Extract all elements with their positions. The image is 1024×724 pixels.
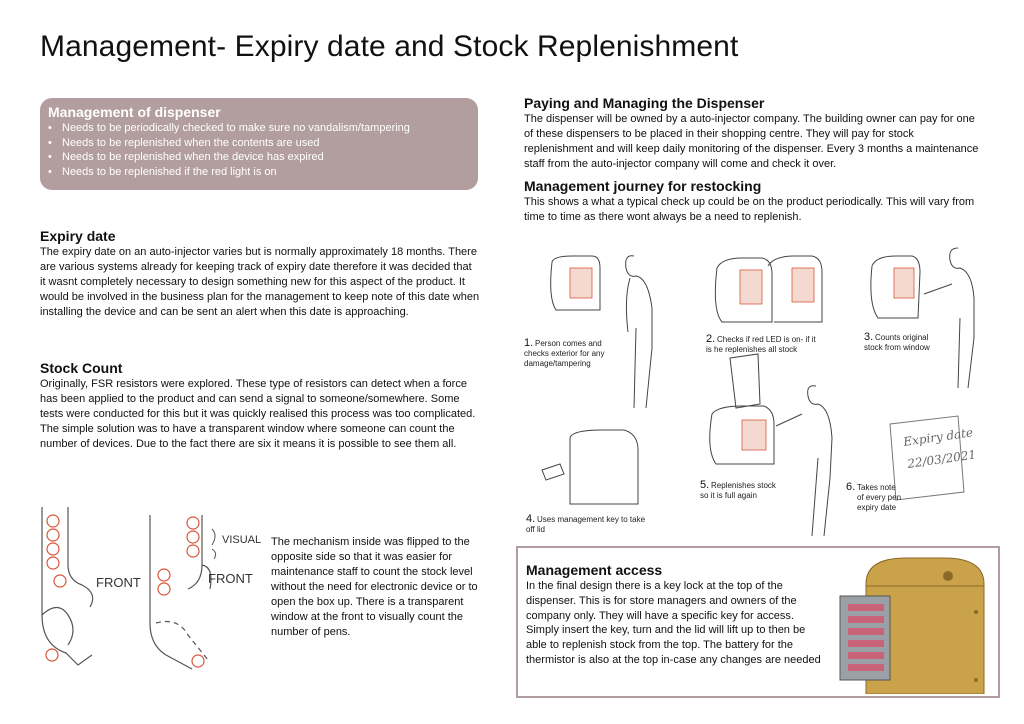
management-panel xyxy=(40,98,478,190)
step-label: is he replenishes all stock xyxy=(706,345,798,354)
paying-section xyxy=(524,95,986,172)
stock-section xyxy=(40,360,480,452)
person-sketch xyxy=(776,386,832,536)
dispenser-sketch xyxy=(570,430,638,504)
stock-body-2: The simple solution was to have a transparent window where someone can count the number of devices. Due to the fact there are six it means it is possible to see them all. xyxy=(40,423,457,450)
journey-heading: Management journey for restocking xyxy=(524,178,762,194)
step-label: checks exterior for any xyxy=(524,349,605,358)
access-heading: Management access xyxy=(526,562,663,578)
step-label: stock from window xyxy=(864,343,930,352)
step-label: Checks if red LED is on- if it xyxy=(717,335,816,344)
dispenser-sketch xyxy=(730,354,760,408)
front-label-left: FRONT xyxy=(96,575,141,590)
access-body: In the final design there is a key lock at the top of the dispenser. This is for store managers and owners of the company only. They will have a specific key for access. Simply insert the key, turn and the lid will lift up to then be able to replenish stock from the top. The battery for the thermistor is also at the top in-case any changes are needed xyxy=(526,580,821,666)
management-list xyxy=(48,121,470,179)
step-label: Replenishes stock xyxy=(711,481,776,490)
list-item: • Needs to be replenished when the contents are used xyxy=(48,136,470,151)
step-number: 2. xyxy=(706,333,716,345)
step-label: of every pen xyxy=(857,493,902,502)
step-label: expiry date xyxy=(857,503,897,512)
step-number: 4. xyxy=(526,513,536,525)
mechanism-sketch xyxy=(38,505,268,670)
step-label: Counts original xyxy=(875,333,929,342)
step-number: 6. xyxy=(846,481,856,493)
dispenser-render xyxy=(836,554,996,694)
step-label: off lid xyxy=(526,525,545,534)
expiry-section xyxy=(40,228,480,320)
expiry-body: The expiry date on an auto-injector varies but is normally approximately 18 months. There are various systems already for keeping track of expiry date therefore it was decided that it wasnt completely necessary to design something new for this aspect of the product. It would be involved in the business plan for the management to keep note of this date when installing the device and can be sent an alert when this date is approaching. xyxy=(40,246,480,318)
note-text: Expiry date xyxy=(902,425,974,449)
key-sketch xyxy=(542,464,564,480)
step-label: so it is full again xyxy=(700,491,757,500)
stock-heading: Stock Count xyxy=(40,360,123,376)
step-number: 5. xyxy=(700,479,710,491)
restocking-storyboard xyxy=(512,238,1002,538)
step-label: Uses management key to take xyxy=(537,515,646,524)
note-text: 22/03/2021 xyxy=(906,447,977,471)
person-sketch xyxy=(626,256,652,408)
journey-section xyxy=(524,178,986,225)
management-access-panel xyxy=(516,546,1000,698)
paying-body: The dispenser will be owned by a auto-injector company. The building owner can pay for one of these dispensers to be placed in their shopping centre. They will pay for stock replenishment and will keep daily monitoring of the dispenser. Every 3 months a maintenance staff from the auto-injector company will come and check it over. xyxy=(524,113,979,170)
page-title: Management- Expiry date and Stock Replenishment xyxy=(40,30,739,63)
visual-label: VISUAL xyxy=(222,534,262,546)
step-number: 3. xyxy=(864,331,874,343)
access-text xyxy=(526,562,826,668)
step-label: Person comes and xyxy=(535,339,602,348)
stock-body-1: Originally, FSR resistors were explored. These type of resistors can detect when a force has been applied to the product and can send a signal to someone/somewhere. Some tests were conducted for this but it was quickly realised this process was too complicated. xyxy=(40,378,476,420)
journey-body: This shows a what a typical check up could be on the product periodically. This will vary from time to time as there wont always be a need to replenish. xyxy=(524,196,975,223)
list-item: • Needs to be periodically checked to make sure no vandalism/tampering xyxy=(48,121,470,136)
list-item: • Needs to be replenished when the device has expired xyxy=(48,150,470,165)
step-label: Takes note xyxy=(857,483,896,492)
person-sketch xyxy=(924,248,974,388)
step-label: damage/tampering xyxy=(524,359,591,368)
expiry-heading: Expiry date xyxy=(40,228,116,244)
management-heading: Management of dispenser xyxy=(48,104,221,120)
step-number: 1. xyxy=(524,337,534,349)
paying-heading: Paying and Managing the Dispenser xyxy=(524,95,765,111)
mechanism-text: The mechanism inside was flipped to the opposite side so that it was easier for maintenance staff to count the stock level without the need for electronic device or to open the box up. There is a transparent window at the front to visually count the number of pens. xyxy=(271,536,478,638)
front-label-right: FRONT xyxy=(208,571,253,586)
list-item: • Needs to be replenished if the red light is on xyxy=(48,165,470,180)
